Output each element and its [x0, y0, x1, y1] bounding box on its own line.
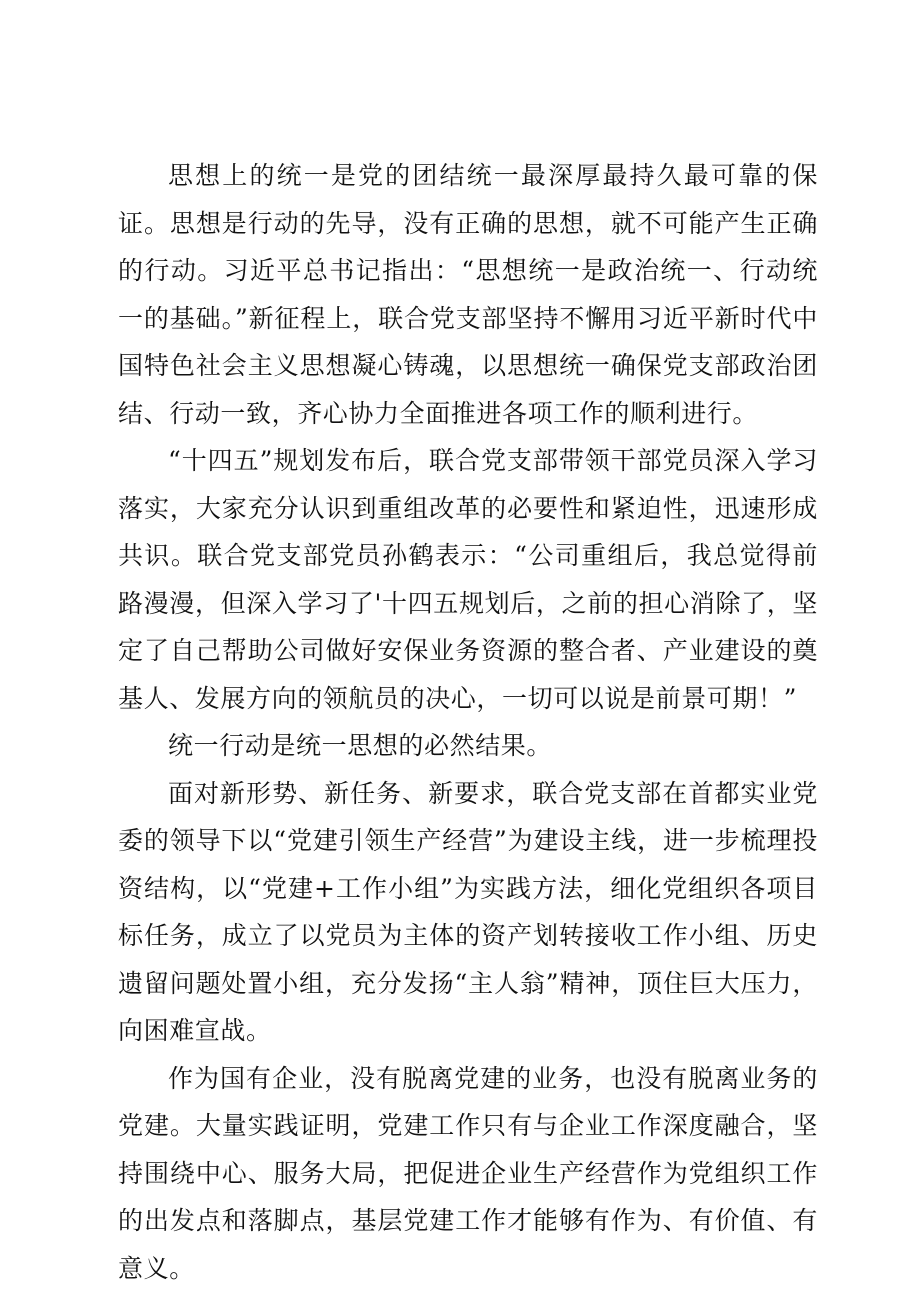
paragraph-5: 作为国有企业，没有脱离党建的业务，也没有脱离业务的党建。大量实践证明，党建工作只有与企业工作深度融合，坚持围绕中心、服务大局，把促进企业生产经营作为党组织工作的出发点和落脚点，基层党建工作才能够有作为、有价值、有意义。	[118, 1063, 818, 1283]
paragraph-1: 思想上的统一是党的团结统一最深厚最持久最可靠的保证。思想是行动的先导，没有正确的思想，就不可能产生正确的行动。习近平总书记指出：“思想统一是政治统一、行动统一的基础。”新征程上，联合党支部坚持不懈用习近平新时代中国特色社会主义思想凝心铸魂，以思想统一确保党支部政治团结、行动一致，齐心协力全面推进各项工作的顺利进行。	[118, 161, 818, 428]
paragraph-3: 统一行动是统一思想的必然结果。	[168, 731, 553, 760]
paragraph-2: “十四五”规划发布后，联合党支部带领干部党员深入学习落实，大家充分认识到重组改革的必要性和紧迫性，迅速形成共识。联合党支部党员孙鹤表示：“公司重组后，我总觉得前路漫漫，但深入学习了'十四五规划后，之前的担心消除了，坚定了自己帮助公司做好安保业务资源的整合者、产业建设的奠基人、发展方向的领航员的决心，一切可以说是前景可期！”	[118, 446, 818, 713]
document-body	[118, 152, 818, 1292]
paragraph-4: 面对新形势、新任务、新要求，联合党支部在首都实业党委的领导下以“党建引领生产经营”为建设主线，进一步梳理投资结构，以“党建+工作小组”为实践方法，细化党组织各项目标任务，成立了以党员为主体的资产划转接收工作小组、历史遗留问题处置小组，充分发扬“主人翁”精神，顶住巨大压力，向困难宣战。	[118, 778, 818, 1045]
